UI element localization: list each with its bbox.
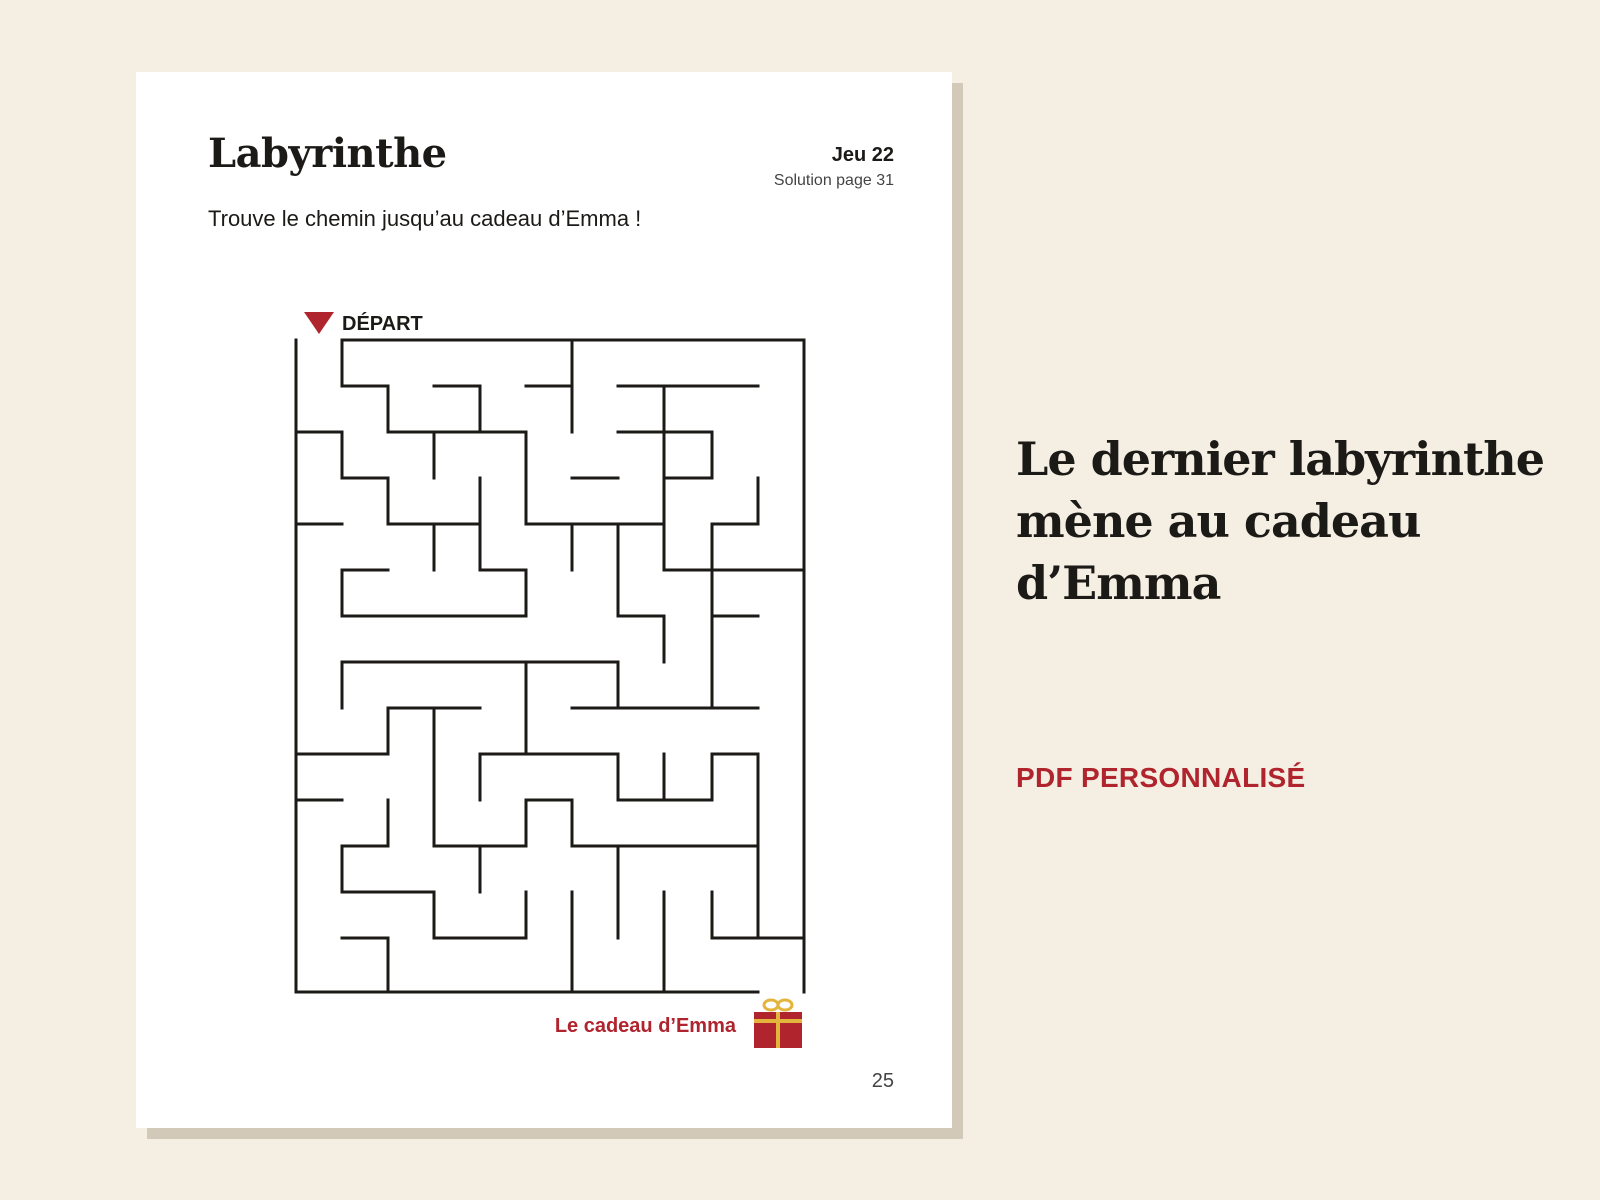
page-number: 25 — [871, 1070, 894, 1092]
pdf-badge: PDF PERSONNALISÉ — [1016, 762, 1306, 793]
promo-headline-line: mène au cadeau — [1016, 494, 1421, 548]
promo-headline-line: d’Emma — [1016, 556, 1221, 610]
page-title: Labyrinthe — [208, 130, 447, 177]
solution-reference: Solution page 31 — [773, 172, 894, 189]
start-arrow-icon — [304, 312, 334, 334]
maze-walls — [296, 340, 804, 992]
promo-headline-line: Le dernier labyrinthe — [1016, 432, 1545, 486]
activity-page — [136, 72, 952, 1128]
goal-label: Le cadeau d’Emma — [554, 1015, 736, 1037]
start-label: DÉPART — [342, 313, 423, 335]
gift-icon — [754, 1000, 802, 1048]
instruction-text: Trouve le chemin jusqu’au cadeau d’Emma ! — [208, 206, 642, 231]
promo-headline — [1016, 428, 1576, 614]
maze — [136, 72, 952, 1128]
game-number: Jeu 22 — [831, 144, 894, 166]
